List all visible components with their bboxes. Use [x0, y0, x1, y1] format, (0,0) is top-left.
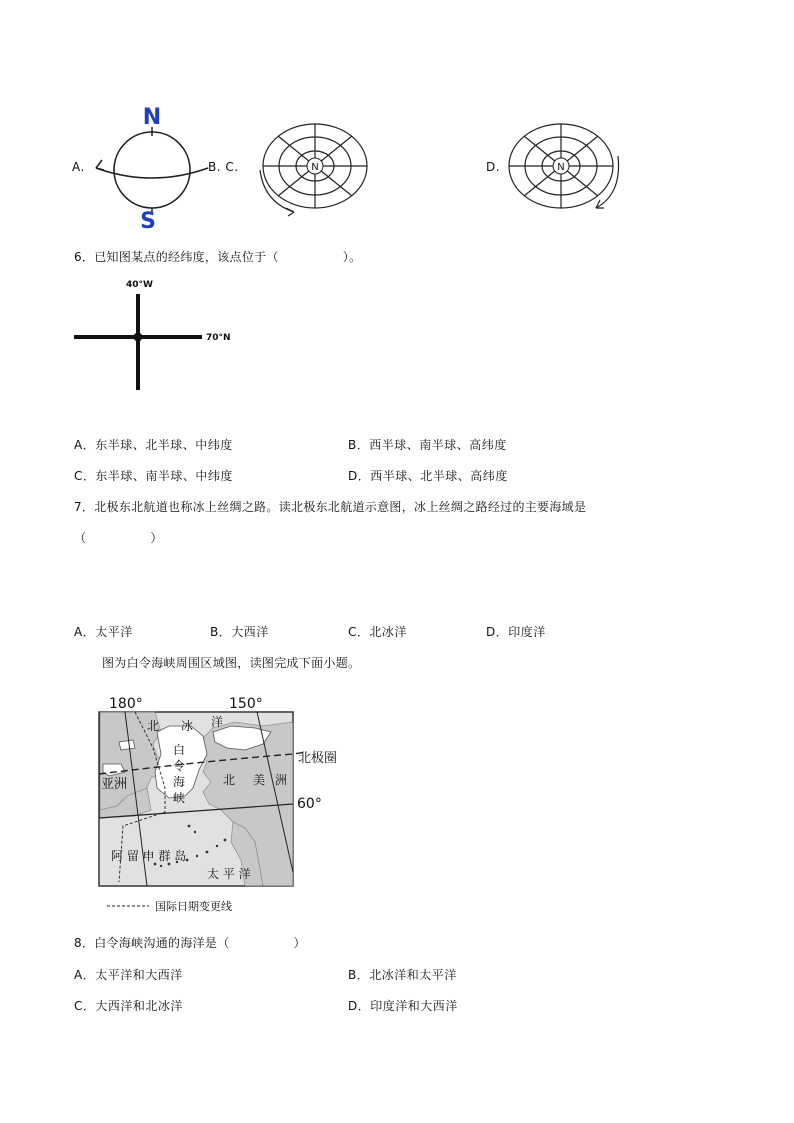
bering-char-3: 海	[173, 775, 186, 789]
globe-rotation-figure	[88, 100, 218, 230]
q7-option-a[interactable]: A．太平洋	[74, 625, 133, 639]
north-america-char-2: 美	[253, 773, 266, 787]
q7-option-d[interactable]: D．印度洋	[486, 625, 546, 639]
arctic-ocean-char-3: 洋	[211, 715, 224, 729]
north-america-char-1: 北	[223, 773, 236, 787]
north-pole-letter: N	[142, 105, 162, 130]
longitude-label: 40°W	[126, 280, 153, 290]
polar-view-figure-d	[500, 118, 630, 218]
polar-view-figure-c	[252, 118, 376, 218]
option-a-label[interactable]: A.	[72, 160, 85, 174]
south-pole-letter: S	[140, 209, 156, 230]
arctic-ocean-char-2: 冰	[181, 719, 194, 733]
q6-option-b[interactable]: B．西半球、南半球、高纬度	[348, 438, 507, 452]
north-america-char-3: 洲	[275, 773, 288, 787]
rotation-arrow-icon	[286, 208, 294, 216]
bering-strait-map	[95, 692, 355, 916]
polar-north-letter-c: N	[311, 162, 319, 173]
coordinate-cross-figure	[70, 276, 250, 394]
option-bc-label[interactable]: B. C.	[208, 160, 239, 174]
q8-option-a[interactable]: A．太平洋和大西洋	[74, 968, 183, 982]
rotation-arrow-icon	[96, 160, 104, 170]
bering-char-2: 令	[173, 759, 186, 773]
latitude-label: 70°N	[206, 333, 231, 343]
pacific-label: 太 平 洋	[207, 867, 251, 881]
q6-option-c[interactable]: C．东半球、南半球、中纬度	[74, 469, 233, 483]
question-6-stem: 6．已知图某点的经纬度，该点位于（ ）。	[74, 250, 362, 264]
arctic-circle-label: 北极圈	[298, 751, 338, 766]
q6-option-a[interactable]: A．东半球、北半球、中纬度	[74, 438, 233, 452]
q8-option-c[interactable]: C．大西洋和北冰洋	[74, 999, 183, 1013]
q8-option-b[interactable]: B．北冰洋和太平洋	[348, 968, 457, 982]
lat-60-label: 60°	[297, 796, 322, 812]
lon-180-label: 180°	[109, 696, 143, 712]
polar-north-letter-d: N	[557, 162, 565, 173]
bering-char-1: 白	[173, 743, 186, 757]
question-7-blank: （ ）	[74, 531, 163, 545]
q6-option-d[interactable]: D．西半球、北半球、高纬度	[348, 469, 508, 483]
map-intro: 图为白令海峡周围区域图，读图完成下面小题。	[102, 656, 361, 670]
asia-label: 亚洲	[101, 777, 128, 792]
lon-150-label: 150°	[229, 696, 263, 712]
bering-char-4: 峡	[173, 791, 186, 805]
arctic-ocean-char-1: 北	[147, 719, 160, 733]
option-d-label[interactable]: D.	[486, 160, 501, 174]
question-7-stem: 7．北极东北航道也称冰上丝绸之路。读北极东北航道示意图，冰上丝绸之路经过的主要海域是	[74, 500, 587, 514]
q7-option-c[interactable]: C．北冰洋	[348, 625, 407, 639]
q8-option-d[interactable]: D．印度洋和大西洋	[348, 999, 458, 1013]
q7-option-b[interactable]: B．大西洋	[210, 625, 269, 639]
date-line-legend: 国际日期变更线	[155, 900, 232, 913]
aleutian-label: 阿 留 申 群 岛	[111, 849, 187, 863]
question-8-stem: 8．白令海峡沟通的海洋是（ ）	[74, 936, 306, 950]
